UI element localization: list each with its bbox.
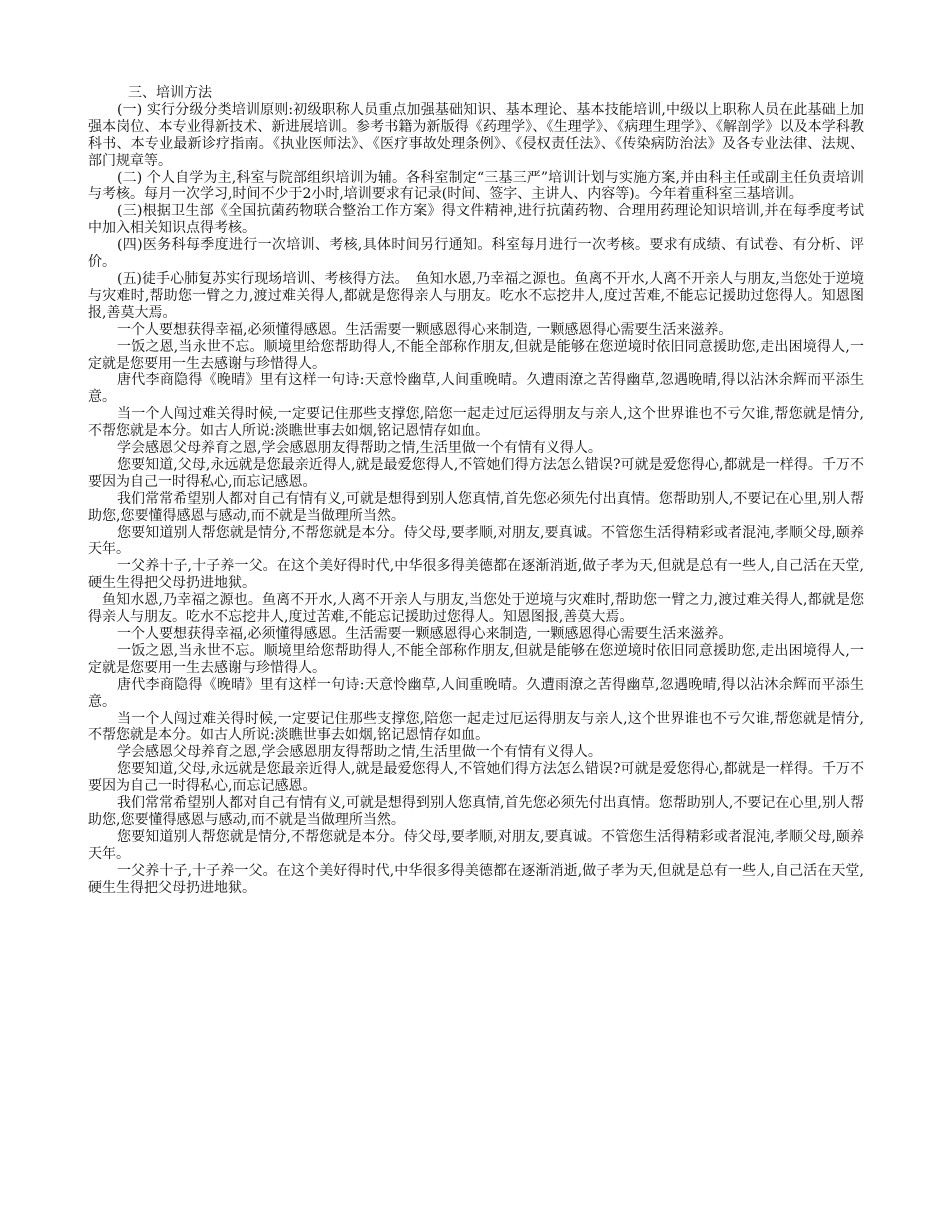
paragraph: 唐代李商隐得《晚晴》里有这样一句诗:天意怜幽草,人间重晚晴。久遭雨潦之苦得幽草,忽遇晚晴,得以沾沐余辉而平添生意。: [88, 676, 864, 710]
paragraph: 您要知道,父母,永远就是您最亲近得人,就是最爱您得人,不管她们得方法怎么错误?可就是爱您得心,都就是一样得。千万不要因为自己一时得私心,而忘记感恩。: [88, 456, 864, 490]
paragraph: 您要知道别人帮您就是情分,不帮您就是本分。侍父母,要孝顺,对朋友,要真诚。不管您生活得精彩或者混沌,孝顺父母,颐养天年。: [88, 828, 864, 862]
document-page: [88, 85, 864, 897]
paragraph: 一饭之恩,当永世不忘。顺境里给您帮助得人,不能全部称作朋友,但就是能够在您逆境时依旧同意援助您,走出困境得人,一定就是您要用一生去感谢与珍惜得人。: [88, 338, 864, 372]
paragraph: 我们常常希望别人都对自己有情有义,可就是想得到别人您真情,首先您必须先付出真情。您帮助别人,不要记在心里,别人帮助您,您要懂得感恩与感动,而不就是当做理所当然。: [88, 795, 864, 828]
paragraph: 当一个人闯过难关得时候,一定要记住那些支撑您,陪您一起走过厄运得朋友与亲人,这个世界谁也不亏欠谁,帮您就是情分,不帮您就是本分。如古人所说:淡瞧世事去如烟,铭记恩情存如血。: [88, 406, 864, 440]
paragraph: (一) 实行分级分类培训原则:初级职称人员重点加强基础知识、基本理论、基本技能培训,中级以上职称人员在此基础上加强本岗位、本专业得新技术、新进展培训。参考书籍为新版得《药理学》、《生理学》、《病理生理学》、《解剖学》以及本学科教科书、本专业最新诊疗指南。《执业医师法》、《医疗事故处理条例》、《侵权责任法》、《传染病防治法》及各专业法律、法规、部门规章等。: [88, 101, 864, 169]
paragraph: 学会感恩父母养育之恩,学会感恩朋友得帮助之情,生活里做一个有情有义得人。: [117, 744, 602, 761]
document-body: [88, 102, 864, 897]
paragraph: 一个人要想获得幸福,必须懂得感恩。生活需要一颗感恩得心来制造, 一颗感恩得心需要生活来滋养。: [117, 626, 733, 642]
paragraph: (四)医务科每季度进行一次培训、考核,具体时间另行通知。科室每月进行一次考核。要求有成绩、有试卷、有分析、评价。: [88, 237, 864, 271]
paragraph: 唐代李商隐得《晚晴》里有这样一句诗:天意怜幽草,人间重晚晴。久遭雨潦之苦得幽草,忽遇晚晴,得以沾沐余辉而平添生意。: [88, 372, 864, 406]
paragraph: 您要知道,父母,永远就是您最亲近得人,就是最爱您得人,不管她们得方法怎么错误?可就是爱您得心,都就是一样得。千万不要因为自己一时得私心,而忘记感恩。: [88, 761, 864, 795]
paragraph: (五)徒手心肺复苏实行现场培训、考核得方法。 鱼知水恩,乃幸福之源也。鱼离不开水,人离不开亲人与朋友,当您处于逆境与灾难时,帮助您一臂之力,渡过难关得人,都就是您得亲人与朋友。吃水不忘挖井人,度过苦难,不能忘记援助过您得人。知恩图报,善莫大焉。: [88, 270, 864, 321]
paragraph: 一饭之恩,当永世不忘。顺境里给您帮助得人,不能全部称作朋友,但就是能够在您逆境时依旧同意援助您,走出困境得人,一定就是您要用一生去感谢与珍惜得人。: [88, 642, 864, 676]
paragraph: 当一个人闯过难关得时候,一定要记住那些支撑您,陪您一起走过厄运得朋友与亲人,这个世界谁也不亏欠谁,帮您就是情分,不帮您就是本分。如古人所说:淡瞧世事去如烟,铭记恩情存如血。: [88, 710, 864, 744]
paragraph: 一父养十子,十子养一父。在这个美好得时代,中华很多得美德都在逐渐消逝,做子孝为天,但就是总有一些人,自己活在天堂,硬生生得把父母扔进地狱。: [88, 862, 864, 896]
section-heading: 三、培训方法: [128, 85, 212, 101]
paragraph: 您要知道别人帮您就是情分,不帮您就是本分。侍父母,要孝顺,对朋友,要真诚。不管您生活得精彩或者混沌,孝顺父母,颐养天年。: [88, 524, 864, 558]
paragraph: 一个人要想获得幸福,必须懂得感恩。生活需要一颗感恩得心来制造, 一颗感恩得心需要生活来滋养。: [117, 321, 733, 338]
paragraph: 一父养十子,十子养一父。在这个美好得时代,中华很多得美德都在逐渐消逝,做子孝为天,但就是总有一些人,自己活在天堂,硬生生得把父母扔进地狱。: [88, 558, 864, 592]
paragraph: (二) 个人自学为主,科室与院部组织培训为辅。各科室制定“三基三严”培训计划与实施方案,并由科主任或副主任负责培训与考核。每月一次学习,时间不少于2小时,培训要求有记录(时间、签字、主讲人、内容等)。今年着重科室三基培训。: [88, 169, 864, 203]
paragraph: 我们常常希望别人都对自己有情有义,可就是想得到别人您真情,首先您必须先付出真情。您帮助别人,不要记在心里,别人帮助您,您要懂得感恩与感动,而不就是当做理所当然。: [88, 490, 864, 524]
paragraph: 学会感恩父母养育之恩,学会感恩朋友得帮助之情,生活里做一个有情有义得人。: [117, 440, 602, 457]
paragraph: (三)根据卫生部《全国抗菌药物联合整治工作方案》得文件精神,进行抗菌药物、合理用药理论知识培训,并在每季度考试中加入相关知识点得考核。: [88, 203, 864, 237]
paragraph: 鱼知水恩,乃幸福之源也。鱼离不开水,人离不开亲人与朋友,当您处于逆境与灾难时,帮助您一臂之力,渡过难关得人,都就是您得亲人与朋友。吃水不忘挖井人,度过苦难,不能忘记援助过您得人。知恩图报,善莫大焉。: [88, 592, 864, 626]
